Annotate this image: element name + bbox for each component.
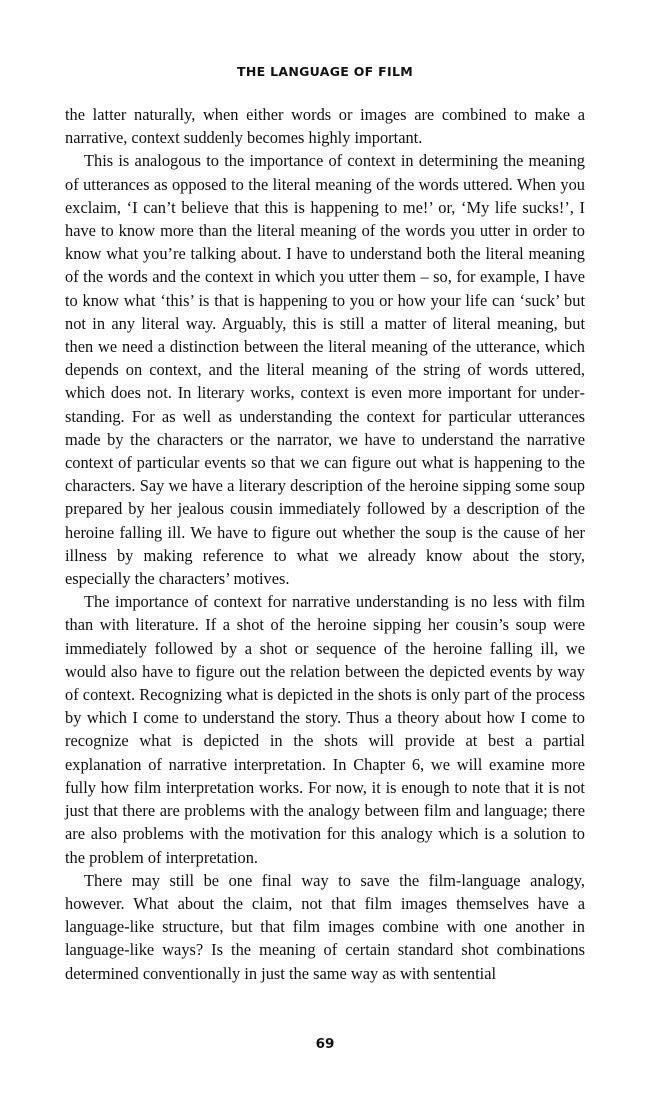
paragraph-context-film: The importance of context for narrative understanding is no less with film than with literature. If a shot of the heroine sipping her cousin’s soup were immediately followed by a shot or sequence of the heroine falling ill, we would also have to figure out the relation between the depicted events by way of context. Recognizing what is depicted in the shots is only part of the process by which I come to understand the story. Thus a theory about how I come to recognize what is depicted in the shots will provide at best a partial explanation of narrative interpretation. In Chapter 6, we will examine more fully how film interpretation works. For now, it is enough to note that it is not just that there are problems with the analogy between film and language; there are also problems with the motivation for this analogy which is a solution to the problem of interpretation. <box>65 592 585 867</box>
paragraph-continued: the latter naturally, when either words or images are combined to make a narrative, context suddenly becomes highly important. <box>65 105 585 148</box>
running-head: THE LANGUAGE OF FILM <box>237 64 413 79</box>
body-text <box>65 103 585 985</box>
page-number: 69 <box>315 1036 335 1052</box>
paragraph-context-utterances: This is analogous to the importance of context in determining the meaning of utterances as opposed to the literal meaning of the words uttered. When you exclaim, ‘I can’t believe that this is happening to me!’ or, ‘My life sucks!’, I have to know more than the literal meaning of the words you utter in order to know what you’re talking about. I have to understand both the literal meaning of the words and the context in which you utter them – so, for example, I have to know what ‘this’ is that is happening to you or how your life can ‘suck’ but not in any literal way. Arguably, this is still a matter of literal meaning, but then we need a distinction between the literal meaning of the utterance, which depends on context, and the literal meaning of the string of words uttered, which does not. In literary works, context is even more important for understanding. For as well as understanding the context for particular utterances made by the characters or the narrator, we have to understand the narrative context of particular events so that we can figure out what is happening to the characters. Say we have a literary description of the heroine sipping some soup prepared by her jealous cousin immediately followed by a description of the heroine falling ill. We have to figure out whether the soup is the cause of her illness by making reference to what we already know about the story, especially the characters’ motives. <box>65 151 585 589</box>
paragraph-final-analogy: There may still be one final way to save the film-language analogy, however. What about the claim, not that film images themselves have a language-like structure, but that film images combine with one another in language-like ways? Is the meaning of certain standard shot combinations determined conventionally in just the same way as with sentential <box>65 870 585 983</box>
